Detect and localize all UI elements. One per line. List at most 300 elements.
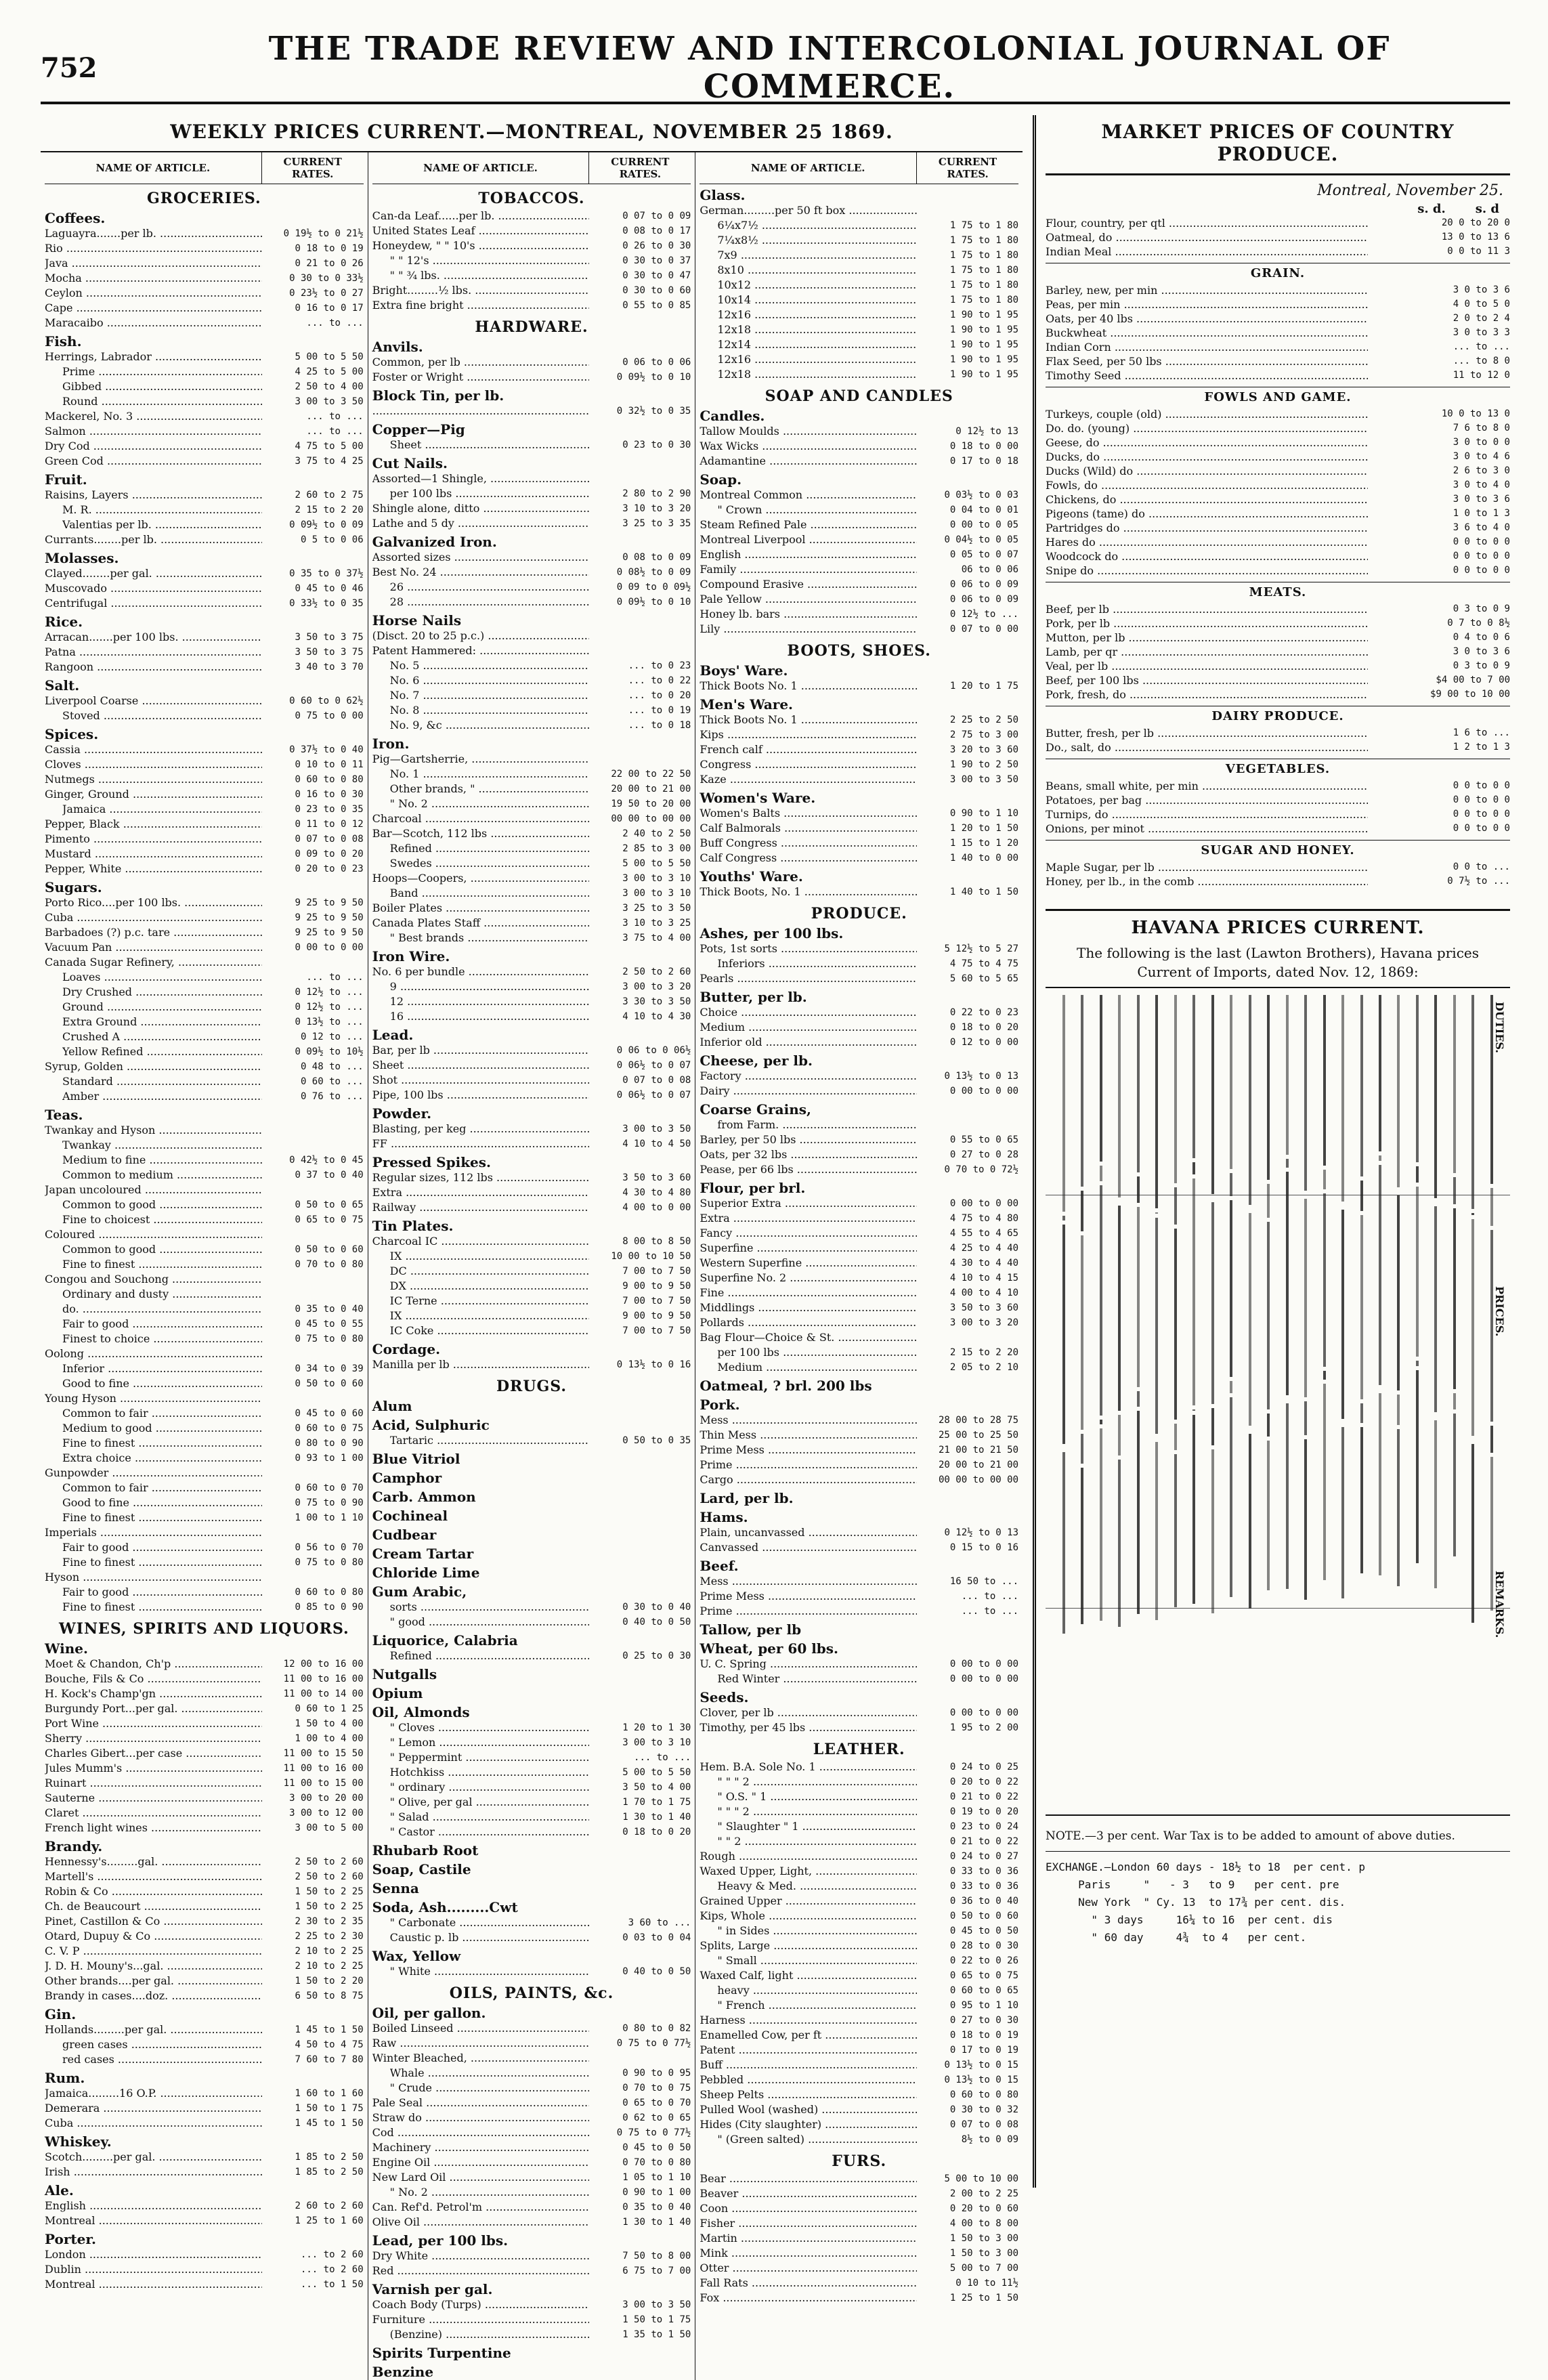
produce-price: 3 0 to 3 3 [1453, 327, 1510, 338]
price-row [372, 2125, 691, 2140]
market-row [1046, 535, 1510, 549]
current-rate: 0 80 to 0 82 [622, 2023, 691, 2034]
article-name: Rough ..... [700, 1849, 917, 1864]
price-row [45, 1585, 364, 1600]
price-row [45, 1716, 364, 1731]
price-row [372, 1009, 691, 1024]
price-row [372, 841, 691, 856]
price-row [700, 772, 1018, 787]
article-name: Whale ..... [390, 2066, 590, 2081]
current-rate: 1 40 to 0 00 [949, 853, 1019, 864]
article-name: Dublin ..... [45, 2262, 262, 2277]
price-row [372, 767, 691, 782]
article-name: Loaves ..... [62, 970, 262, 985]
produce-name: Beef, per 100 lbs ..... [1046, 673, 1368, 687]
current-rate: 9 00 to 9 50 [622, 1281, 691, 1292]
price-row [45, 1346, 364, 1361]
article-name: Brandy in cases....doz. ..... [45, 1989, 262, 2003]
article-name: Barley, per 50 lbs ..... [700, 1132, 917, 1147]
current-rate: 0 30 to 0 32 [949, 2104, 1019, 2115]
article-name: Mess ..... [700, 1574, 917, 1589]
current-rate: 0 07 to 0 08 [622, 1075, 691, 1086]
price-row [45, 1481, 364, 1495]
price-row [45, 1272, 364, 1287]
article-name: Pepper, White ..... [45, 862, 262, 876]
price-row [700, 1211, 1018, 1226]
produce-name: Hares do ..... [1046, 535, 1368, 549]
current-rate: 0 95 to 1 10 [949, 2000, 1019, 2011]
price-row [45, 1332, 364, 1346]
price-row [700, 233, 1018, 248]
category-heading: Iron. [372, 736, 410, 752]
market-row [1046, 354, 1510, 368]
havana-rotated-line [1320, 995, 1329, 1808]
current-rate: ... to 0 18 [628, 720, 691, 731]
current-rate: 0 00 to 0 00 [949, 1707, 1019, 1718]
current-rate: 0 70 to 0 80 [622, 2157, 691, 2168]
article-name: Wax Wicks ..... [700, 439, 917, 454]
current-rate: 3 50 to 4 00 [622, 1782, 691, 1793]
article-name: Maracaibo ..... [45, 316, 262, 331]
current-rate: 1 50 to 3 00 [949, 2248, 1019, 2259]
article-name: " Best brands ..... [390, 931, 590, 945]
current-rate: 1 95 to 2 00 [949, 1722, 1019, 1733]
article-name: Pale Yellow ..... [700, 592, 917, 607]
category-heading: Soap. [700, 471, 742, 488]
article-name: Fox ..... [700, 2291, 917, 2305]
current-rate: 2 15 to 2 20 [949, 1347, 1019, 1358]
current-rate [917, 203, 1018, 218]
current-rate: 1 30 to 1 40 [622, 1812, 691, 1823]
current-rate [589, 752, 691, 767]
category-heading: Whiskey. [45, 2133, 112, 2150]
price-row [45, 630, 364, 645]
current-rate: 0 75 to 0 77½ [616, 2127, 691, 2138]
current-rate: 0 09½ to 0 10 [616, 372, 691, 383]
current-rate: 5 00 to 7 00 [949, 2263, 1019, 2274]
current-rate: 3 00 to 3 50 [949, 774, 1019, 785]
category-heading: Pork. [700, 1397, 740, 1413]
category-heading: Galvanized Iron. [372, 534, 497, 550]
category-heading: Wine. [45, 1640, 88, 1657]
category-heading: Cudbear [372, 1527, 437, 1543]
price-row [372, 1234, 691, 1249]
category-heading: Cheese, per lb. [700, 1053, 813, 1069]
price-row [700, 2043, 1018, 2058]
article-name: Boiler Plates ..... [372, 901, 590, 916]
article-name: " Carbonate ..... [390, 1915, 590, 1930]
price-row [372, 886, 691, 901]
current-rate: 1 50 to 2 20 [295, 1976, 364, 1986]
price-row [45, 1525, 364, 1540]
price-row [700, 503, 1018, 517]
price-row [372, 355, 691, 370]
price-row [372, 703, 691, 718]
current-rate: 0 55 to 0 85 [622, 300, 691, 311]
current-rate: 0 60 to ... [300, 1076, 364, 1087]
article-name: No. 1 ..... [390, 767, 590, 782]
column-header: NAME OF ARTICLE. CURRENT RATES. [45, 152, 364, 184]
article-name: Pearls ..... [700, 971, 917, 986]
produce-price: 0 0 to 0 0 [1453, 551, 1510, 561]
article-name: " " 12's ..... [390, 253, 590, 268]
category-heading: Fish. [45, 333, 82, 349]
category-heading: Powder. [372, 1105, 432, 1122]
produce-price: $4 00 to 7 00 [1436, 675, 1510, 685]
article-name: Ginger, Ground ..... [45, 787, 262, 802]
price-column-1 [41, 152, 368, 2380]
current-rate: 0 37½ to 0 40 [289, 744, 364, 755]
current-rate: 5 00 to 5 50 [622, 858, 691, 869]
article-name: Cod ..... [372, 2125, 590, 2140]
article-name: Thick Boots No. 1 ..... [700, 679, 917, 694]
current-rate: 11 00 to 14 00 [283, 1688, 364, 1699]
price-row [45, 1869, 364, 1884]
current-rate: 0 07 to 0 09 [622, 211, 691, 221]
current-rate: 0 24 to 0 25 [949, 1762, 1019, 1772]
article-name: Fine ..... [700, 1285, 917, 1300]
current-rate: 9 00 to 9 50 [622, 1311, 691, 1321]
current-rate: 1 00 to 1 10 [295, 1512, 364, 1523]
article-name: Ch. de Beaucourt ..... [45, 1899, 262, 1914]
produce-price: 0 0 to 0 0 [1453, 536, 1510, 547]
current-rate: 0 04 to 0 01 [949, 505, 1019, 515]
article-name: 16 ..... [390, 1009, 590, 1024]
current-rate: 0 26 to 0 30 [622, 240, 691, 251]
current-rate: 3 00 to 3 10 [622, 888, 691, 899]
current-rate: ... to ... [634, 1752, 691, 1763]
market-row [1046, 659, 1510, 673]
category-heading: Cut Nails. [372, 455, 448, 471]
article-name: Canada Plates Staff ..... [372, 916, 590, 931]
price-row [372, 486, 691, 501]
produce-price: 20 0 to 20 0 [1441, 217, 1510, 228]
price-row [45, 2101, 364, 2116]
havana-remarks-label: REMARKS. [1493, 1571, 1506, 1638]
current-rate: 0 45 to 0 50 [622, 2142, 691, 2153]
current-rate [589, 629, 691, 643]
price-row [700, 622, 1018, 637]
category-heading: Spirits Turpentine [372, 2345, 511, 2361]
current-rate: 0 75 to 0 77½ [616, 2038, 691, 2049]
article-name: Manilla per lb ..... [372, 1357, 590, 1372]
current-rate: 0 65 to 0 75 [295, 1214, 364, 1225]
current-rate: 4 10 to 4 50 [622, 1139, 691, 1149]
price-row [45, 1361, 364, 1376]
price-row [700, 1458, 1018, 1472]
article-name: Raisins, Layers ..... [45, 488, 262, 503]
article-name: Thick Boots No. 1 ..... [700, 713, 917, 727]
current-rate: 1 20 to 1 75 [949, 681, 1019, 692]
current-rate: 11 00 to 15 50 [283, 1748, 364, 1759]
article-name: Yellow Refined ..... [62, 1044, 262, 1059]
price-row [700, 2058, 1018, 2073]
price-row [700, 941, 1018, 956]
article-name: Pipe, 100 lbs ..... [372, 1088, 590, 1103]
current-rate: 0 60 to 0 65 [949, 1985, 1019, 1996]
current-rate: 0 00 to 0 00 [949, 1198, 1019, 1209]
price-row [45, 802, 364, 817]
article-name: " " ¾ lbs. ..... [390, 268, 590, 283]
article-name: Rangoon ..... [45, 660, 262, 675]
havana-rotated-line [1487, 995, 1497, 1808]
section-heading: OILS, PAINTS, &c. [449, 1984, 614, 2002]
current-rate: 9 25 to 9 50 [295, 912, 364, 923]
market-row [1046, 312, 1510, 326]
current-rate: 0 18 to 0 20 [949, 1022, 1019, 1033]
article-name: 7x9 ..... [717, 248, 917, 263]
current-rate: 19 50 to 20 00 [611, 799, 691, 809]
category-heading: Butter, per lb. [700, 989, 807, 1005]
price-row [45, 1929, 364, 1944]
article-name: Extra ..... [700, 1211, 917, 1226]
article-name: Prime ..... [700, 1604, 917, 1619]
exchange-row: Paris " - 3 to 9 per cent. pre [1046, 1878, 1339, 1891]
price-row [45, 581, 364, 596]
produce-price: 7 6 to 8 0 [1453, 423, 1510, 433]
current-rate: 1 75 to 1 80 [949, 265, 1019, 276]
article-name: 12x16 ..... [717, 307, 917, 322]
article-name: Medium to fine ..... [62, 1153, 262, 1168]
category-heading: Liquorice, Calabria [372, 1632, 518, 1649]
article-name: DC ..... [390, 1264, 590, 1279]
article-name: Japan uncoloured ..... [45, 1183, 262, 1197]
price-row [45, 1959, 364, 1974]
price-row [372, 752, 691, 767]
price-row [45, 256, 364, 271]
article-name: Compound Erasive ..... [700, 577, 917, 592]
current-rate: 0 03½ to 0 03 [944, 490, 1019, 501]
category-heading: Cordage. [372, 1341, 441, 1357]
article-name: Fine to finest ..... [62, 1257, 262, 1272]
price-row [45, 596, 364, 611]
current-rate: 12 00 to 16 00 [283, 1659, 364, 1670]
price-row [700, 2276, 1018, 2291]
current-rate: 0 85 to 0 90 [295, 1602, 364, 1613]
article-name: Pease, per 66 lbs ..... [700, 1162, 917, 1177]
article-name: Arracan.......per 100 lbs. ..... [45, 630, 262, 645]
current-rate: 2 80 to 2 90 [622, 488, 691, 499]
market-row [1046, 549, 1510, 564]
market-row [1046, 779, 1510, 793]
price-row [45, 925, 364, 940]
article-name: Irish ..... [45, 2165, 262, 2180]
article-name: Adamantine ..... [700, 454, 917, 469]
price-row [45, 301, 364, 316]
havana-rotated-line [1152, 995, 1161, 1808]
article-name: Good to fine ..... [62, 1376, 262, 1391]
article-name: Mocha ..... [45, 271, 262, 286]
article-name: Heavy & Med. ..... [717, 1879, 917, 1894]
article-name: Hoops—Coopers, ..... [372, 871, 590, 886]
current-rate: 2 10 to 2 25 [295, 1946, 364, 1957]
current-rate: 0 45 to 0 46 [295, 583, 364, 594]
price-row [372, 550, 691, 565]
price-row [372, 2312, 691, 2327]
category-heading: Varnish per gal. [372, 2281, 493, 2297]
article-name: Port Wine ..... [45, 1716, 262, 1731]
price-row [372, 811, 691, 826]
produce-price: 3 0 to 4 6 [1453, 451, 1510, 462]
current-rate: 1 20 to 1 30 [622, 1722, 691, 1733]
price-row [45, 1510, 364, 1525]
price-row [700, 1069, 1018, 1084]
price-row [372, 224, 691, 238]
article-name: Shingle alone, ditto ..... [372, 501, 590, 516]
price-row [45, 1854, 364, 1869]
article-name: Bar, per lb ..... [372, 1043, 590, 1058]
article-name: Finest to choice ..... [62, 1332, 262, 1346]
article-name: IC Terne ..... [390, 1294, 590, 1309]
article-name: No. 5 ..... [390, 658, 590, 673]
article-name: Dairy ..... [700, 1084, 917, 1099]
current-rate: 3 25 to 3 50 [622, 903, 691, 914]
current-rate: 0 12½ to ... [295, 987, 364, 998]
current-rate: 3 60 to ... [628, 1917, 691, 1928]
current-rate: 1 85 to 2 50 [295, 2152, 364, 2163]
current-rate: ... to ... [306, 426, 364, 437]
price-row [700, 532, 1018, 547]
current-rate: 0 45 to 0 50 [949, 1926, 1019, 1936]
current-rate: 0 06 to 0 09 [949, 594, 1019, 605]
market-row [1046, 860, 1510, 874]
current-rate: 0 06 to 0 06 [622, 357, 691, 368]
price-row [700, 517, 1018, 532]
current-rate: 0 93 to 1 00 [295, 1453, 364, 1464]
current-rate: 0 70 to 0 72½ [944, 1164, 1019, 1175]
current-rate: 0 33 to 0 36 [949, 1866, 1019, 1877]
current-rate: 0 18 to 0 20 [622, 1827, 691, 1837]
article-name: Porto Rico....per 100 lbs. ..... [45, 895, 262, 910]
article-name: Cargo ..... [700, 1472, 917, 1487]
article-name: Kips, Whole ..... [700, 1909, 917, 1924]
price-row [45, 910, 364, 925]
market-row [1046, 478, 1510, 492]
article-name: Ceylon ..... [45, 286, 262, 301]
havana-rotated-line [1338, 995, 1348, 1808]
article-name: 10x12 ..... [717, 278, 917, 293]
price-row [372, 580, 691, 595]
article-name: Clayed........per gal. ..... [45, 566, 262, 581]
price-row [45, 2116, 364, 2131]
article-name: Sauterne ..... [45, 1791, 262, 1806]
article-name: Coon ..... [700, 2201, 917, 2216]
current-rate: 0 90 to 1 10 [949, 808, 1019, 819]
price-row [700, 1604, 1018, 1619]
price-row [45, 1989, 364, 2003]
price-row [45, 1123, 364, 1138]
article-name: Extra choice ..... [62, 1451, 262, 1466]
price-row [372, 1294, 691, 1309]
produce-price: 1 6 to ... [1453, 727, 1510, 738]
price-row [700, 757, 1018, 772]
current-rate: 0 12½ to ... [295, 1002, 364, 1013]
current-rate: 2 75 to 3 00 [949, 729, 1019, 740]
produce-price: 0 0 to 0 0 [1453, 823, 1510, 834]
price-row [45, 847, 364, 862]
article-name: Splits, Large ..... [700, 1938, 917, 1953]
price-row [700, 2073, 1018, 2087]
article-name: Boiled Linseed ..... [372, 2021, 590, 2036]
category-heading: Oil, Almonds [372, 1704, 470, 1720]
produce-price: 4 0 to 5 0 [1453, 299, 1510, 310]
price-row [372, 565, 691, 580]
article-name: M. R. ..... [62, 503, 262, 517]
category-heading: Boys' Ware. [700, 662, 788, 679]
price-row [45, 1776, 364, 1791]
article-name: " Peppermint ..... [390, 1750, 590, 1765]
article-name: No. 6 ..... [390, 673, 590, 688]
article-name: Charcoal IC ..... [372, 1234, 590, 1249]
section-heading: PRODUCE. [811, 905, 907, 922]
price-row [45, 2022, 364, 2037]
current-rate: 1 75 to 1 80 [949, 250, 1019, 261]
article-name: FF ..... [372, 1136, 590, 1151]
market-row [1046, 807, 1510, 822]
produce-name: Buckwheat ..... [1046, 326, 1368, 340]
category-heading: Cream Tartar [372, 1546, 474, 1562]
produce-name: Potatoes, per bag ..... [1046, 793, 1368, 807]
article-name: Honey lb. bars ..... [700, 607, 917, 622]
price-row [372, 471, 691, 486]
current-rate: 0 18 to 0 00 [949, 441, 1019, 452]
article-name: Pimento ..... [45, 832, 262, 847]
price-row [372, 2110, 691, 2125]
current-rate: 0 13½ to 0 15 [944, 2075, 1019, 2085]
market-row [1046, 793, 1510, 807]
article-name: " Small ..... [717, 1953, 917, 1968]
price-row [700, 1574, 1018, 1589]
current-rate [262, 1287, 364, 1302]
produce-name: Pork, per lb ..... [1046, 616, 1368, 631]
price-row [45, 742, 364, 757]
produce-name: Butter, fresh, per lb ..... [1046, 726, 1368, 740]
price-row [372, 238, 691, 253]
current-rate: 2 25 to 2 30 [295, 1931, 364, 1942]
current-rate: 1 50 to 1 75 [295, 2103, 364, 2114]
current-rate: 0 28 to 0 30 [949, 1940, 1019, 1951]
market-row [1046, 507, 1510, 521]
current-rate: 0 60 to 0 62½ [289, 696, 364, 706]
category-heading: Alum [372, 1398, 412, 1414]
article-name: Buff ..... [700, 2058, 917, 2073]
article-name: Tartaric ..... [390, 1433, 590, 1448]
price-row [372, 1600, 691, 1615]
current-rate: 20 00 to 21 00 [939, 1460, 1019, 1470]
current-rate: 4 00 to 8 00 [949, 2218, 1019, 2229]
price-row [45, 379, 364, 394]
price-row [45, 2165, 364, 2180]
current-rate: 1 75 to 1 80 [949, 235, 1019, 246]
price-row [372, 1264, 691, 1279]
current-rate: 0 19½ to 0 21½ [283, 228, 364, 239]
produce-name: Maple Sugar, per lb ..... [1046, 860, 1368, 874]
article-name: Coloured ..... [45, 1227, 262, 1242]
category-heading: Coffees. [45, 210, 106, 226]
category-heading: Molasses. [45, 550, 119, 566]
category-heading: Oatmeal, ? brl. 200 lbs [700, 1378, 872, 1394]
article-name: No. 8 ..... [390, 703, 590, 718]
article-name: Fisher ..... [700, 2216, 917, 2231]
category-heading: Nutgalls [372, 1666, 437, 1682]
current-rate: ... to 0 19 [628, 705, 691, 716]
price-row [45, 2052, 364, 2067]
current-rate: 0 45 to 0 55 [295, 1319, 364, 1330]
article-name: Blasting, per keg ..... [372, 1122, 590, 1136]
price-row [45, 517, 364, 532]
havana-rotated-line [1375, 995, 1385, 1808]
price-row [700, 307, 1018, 322]
